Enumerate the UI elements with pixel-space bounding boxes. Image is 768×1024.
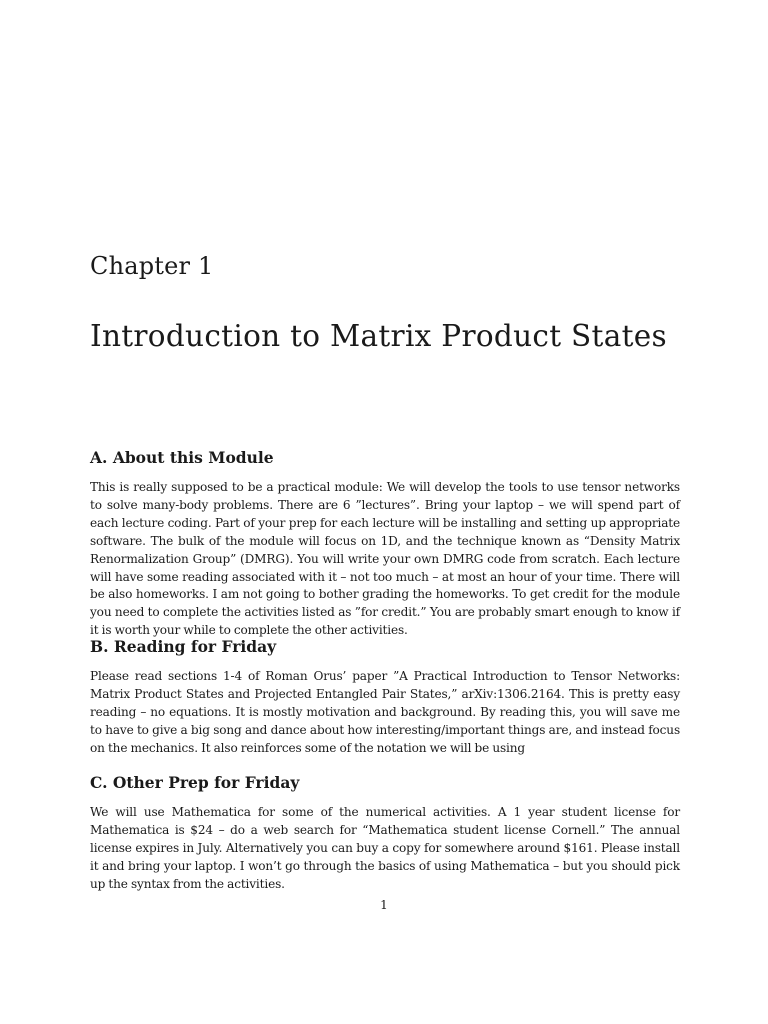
chapter-title: Introduction to Matrix Product States <box>90 319 667 353</box>
chapter-label: Chapter 1 <box>90 252 214 280</box>
section-body-reading-friday: Please read sections 1-4 of Roman Orus’ paper ”A Practical Introduction to Tensor Networks: Matrix Product States and Projected Entangled Pair States,” arXiv:1306.2164. This is pretty easy reading – no equations. It is mostly motivation and background. By reading this, you will save me to have to give a big song and dance about how interesting/important things are, and instead focus on the mechanics. It also reinforces some of the notation we will be using <box>90 669 680 755</box>
section-about-module <box>90 448 680 640</box>
section-body-other-prep: We will use Mathematica for some of the numerical activities. A 1 year student license for Mathematica is $24 – do a web search for “Mathematica student license Cornell.” The annual license expires in July. Alternatively you can buy a copy for somewhere around $161. Please install it and bring your laptop. I won’t go through the basics of using Mathematica – but you should pick up the syntax from the activities. <box>90 805 680 891</box>
page-number: 1 <box>380 898 388 912</box>
section-other-prep <box>90 773 680 894</box>
section-heading-other-prep: C. Other Prep for Friday <box>90 773 300 792</box>
section-body-about-module: This is really supposed to be a practical module: We will develop the tools to use tensor networks to solve many-body problems. There are 6 ”lectures”. Bring your laptop – we will spend part of each lecture coding. Part of your prep for each lecture will be installing and setting up appropriate software. The bulk of the module will focus on 1D, and the technique known as “Density Matrix Renormalization Group” (DMRG). You will write your own DMRG code from scratch. Each lecture will have some reading associated with it – not too much – at most an hour of your time. There will be also homeworks. I am not going to bother grading the homeworks. To get credit for the module you need to complete the activities listed as ”for credit.” You are probably smart enough to know if it is worth your while to complete the other activities. <box>90 480 680 638</box>
section-heading-reading-friday: B. Reading for Friday <box>90 637 277 656</box>
section-heading-about-module: A. About this Module <box>90 448 274 467</box>
section-reading-friday <box>90 637 680 758</box>
